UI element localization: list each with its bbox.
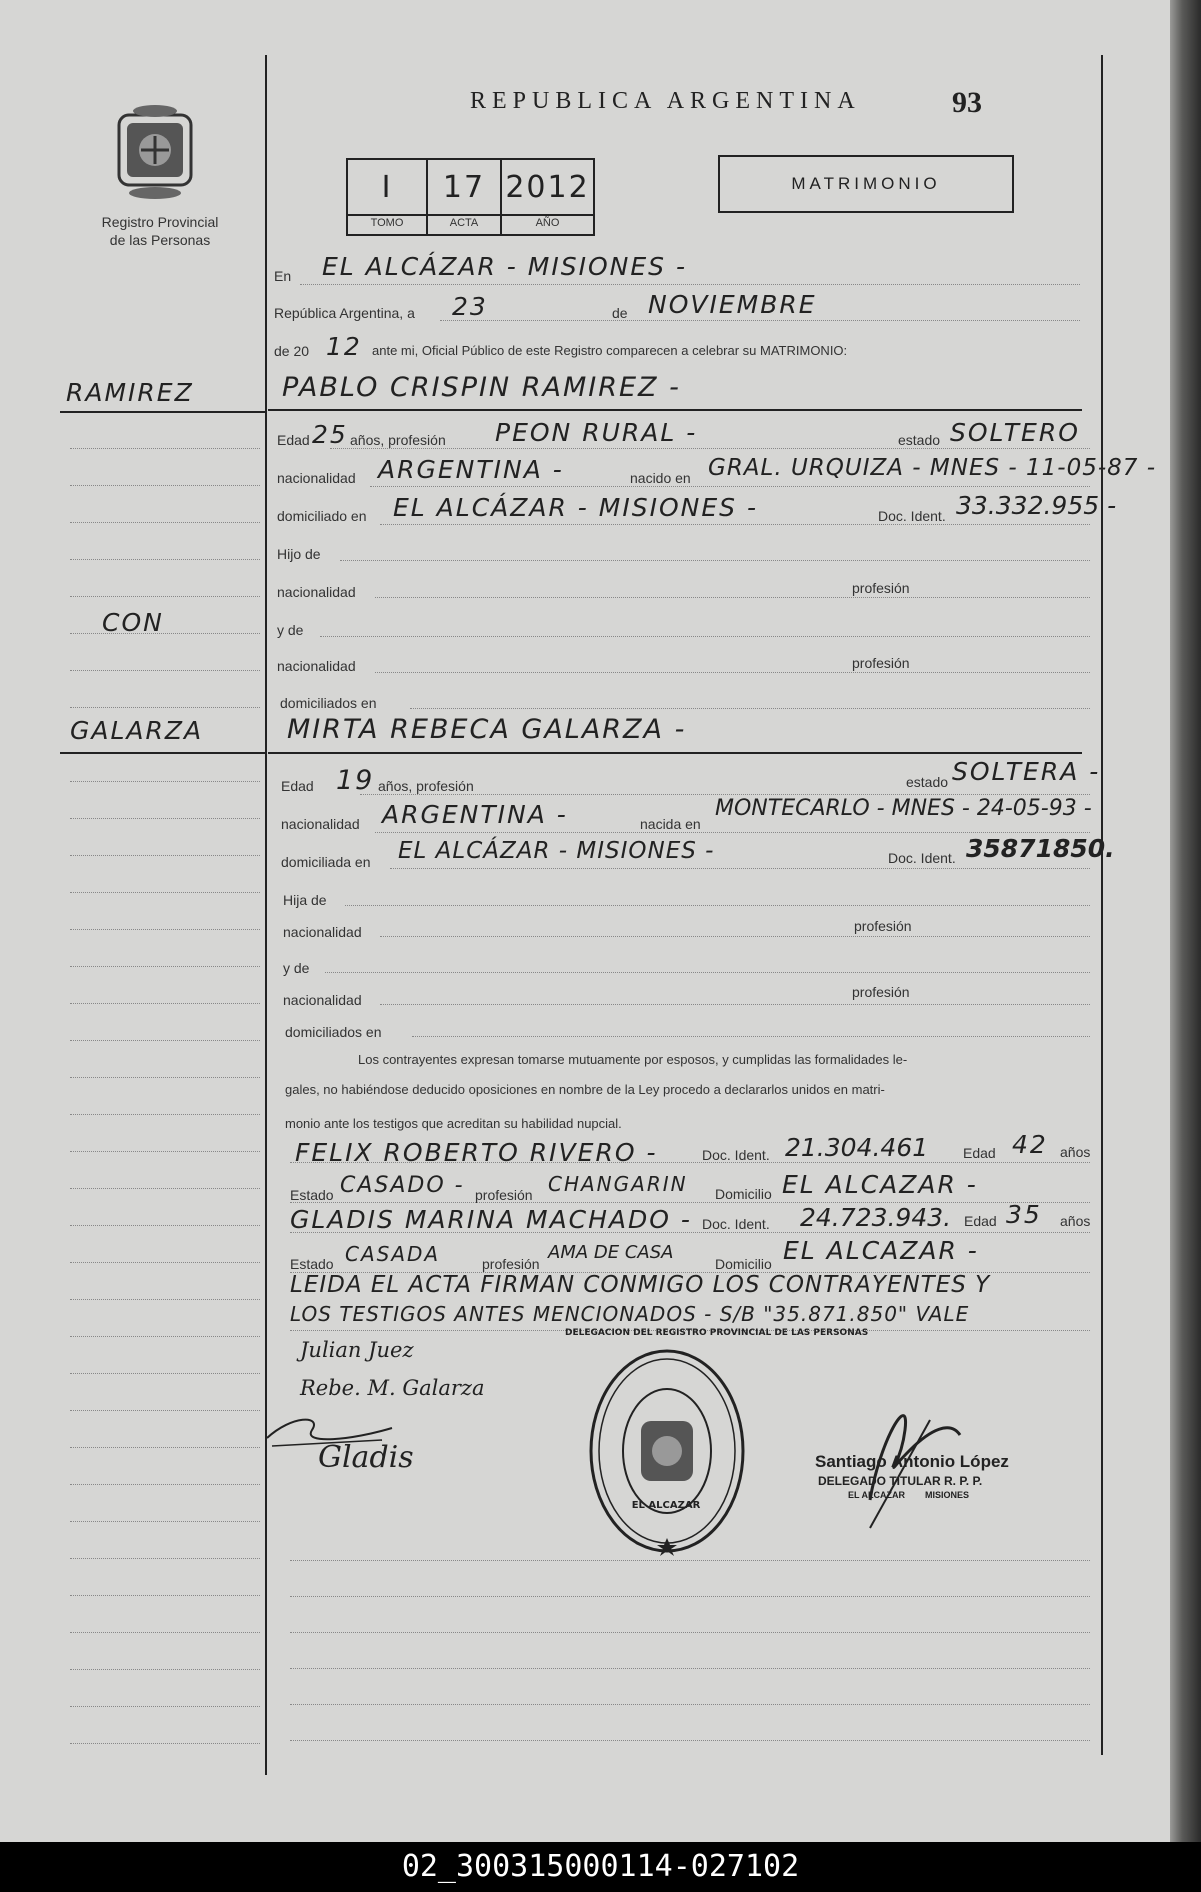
de-label: de [612, 305, 628, 321]
bride-nac2-label: nacionalidad [283, 924, 362, 940]
closing-line1: LEIDA EL ACTA FIRMAN CONMIGO LOS CONTRAYENTES Y [290, 1272, 991, 1298]
body-rule [290, 1632, 1090, 1633]
witness1-estado: CASADO - [340, 1173, 465, 1198]
statement-line1: Los contrayentes expresan tomarse mutuamente por esposos, y cumplidas las formalidades le- [358, 1052, 908, 1067]
witness2-estado: CASADA [345, 1242, 441, 1266]
statement-line2: gales, no habiéndose deducido oposiciones en nombre de la Ley procedo a declararlos unidos en matri- [285, 1082, 885, 1097]
intro-text: ante mi, Oficial Público de este Registro comparecen a celebrar su MATRIMONIO: [372, 343, 848, 358]
groom-nacionalidad: ARGENTINA - [378, 455, 564, 484]
body-rule [290, 1704, 1090, 1705]
margin-rule [70, 1558, 260, 1559]
acta-label: ACTA [449, 217, 479, 229]
bride-nacida-label: nacida en [640, 816, 701, 832]
signature-3: Gladis [318, 1440, 414, 1475]
seal-ring-text: DELEGACION DEL REGISTRO PROVINCIAL DE LAS PERSONAS [565, 1328, 869, 1338]
registry-name-line1: Registro Provincial [101, 214, 219, 230]
margin-rule [70, 1040, 260, 1041]
witness1-edad: 42 [1012, 1130, 1048, 1159]
margin-connector: CON [102, 608, 164, 637]
official-title: DELEGADO TITULAR R. P. P. [818, 1474, 983, 1488]
witness2-anos-label: años [1060, 1213, 1091, 1229]
witness2-domicilio: EL ALCAZAR - [783, 1236, 979, 1265]
groom-domiciliados-label: domiciliados en [280, 695, 377, 711]
official-name: Santiago Antonio López [815, 1452, 1009, 1471]
bride-prof2-label: profesión [854, 918, 912, 934]
groom-profesion: PEON RURAL - [495, 418, 698, 447]
page-edge-shadow [1170, 0, 1201, 1842]
ano-value: 2012 [505, 170, 590, 205]
margin-rule [70, 1114, 260, 1115]
witness1-domicilio: EL ALCAZAR - [782, 1170, 978, 1199]
margin-rule [70, 1595, 260, 1596]
groom-yde-label: y de [277, 622, 304, 638]
bride-nacida: MONTECARLO - MNES - 24-05-93 - [715, 796, 1092, 821]
document-type-label: MATRIMONIO [791, 174, 941, 193]
witness2-doc: 24.723.943. [800, 1203, 952, 1232]
margin-rule [70, 633, 260, 634]
official-place: EL ALCAZAR MISIONES [848, 1490, 970, 1500]
en-label: En [274, 268, 292, 284]
witness2-prof-label: profesión [482, 1256, 540, 1272]
groom-nac-label: nacionalidad [277, 470, 356, 486]
footer-id: 02_300315000114-027102 [0, 1842, 1201, 1892]
witness2-profesion: AMA DE CASA [548, 1242, 674, 1263]
bride-domiciliados-label: domiciliados en [285, 1024, 382, 1040]
margin-rule [70, 1669, 260, 1670]
margin-rule [70, 1373, 260, 1374]
groom-nacido: GRAL. URQUIZA - MNES - 11-05-87 - [708, 455, 1157, 481]
margin-rule [70, 1336, 260, 1337]
intro-month: NOVIEMBRE [648, 290, 817, 319]
bride-name: MIRTA REBECA GALARZA - [287, 714, 687, 745]
witness1-prof-label: profesión [475, 1187, 533, 1203]
groom-domicilio: EL ALCÁZAR - MISIONES - [393, 493, 758, 522]
witness2-edad: 35 [1006, 1200, 1042, 1229]
witness2-edad-label: Edad [964, 1213, 997, 1229]
margin-rule [70, 1188, 260, 1189]
body-rule [290, 1668, 1090, 1669]
witness2-dom-label: Domicilio [715, 1256, 772, 1272]
bride-edad: 19 [336, 765, 375, 796]
official-seal [586, 1346, 748, 1556]
margin-surname-husband: RAMIREZ [66, 378, 194, 407]
closing-line2: LOS TESTIGOS ANTES MENCIONADOS - S/B "35.871.850" VALE [290, 1302, 970, 1326]
statement-line3: monio ante los testigos que acreditan su habilidad nupcial. [285, 1116, 622, 1131]
record-box [346, 158, 595, 236]
witness1-anos-label: años [1060, 1144, 1091, 1160]
bride-doc: 35871850. [966, 834, 1115, 863]
margin-rule [70, 485, 260, 486]
bride-nac-label: nacionalidad [281, 816, 360, 832]
groom-name: PABLO CRISPIN RAMIREZ - [282, 372, 681, 403]
groom-doc: 33.332.955 - [956, 491, 1117, 520]
year-suffix: 12 [326, 332, 362, 361]
margin-rule [70, 966, 260, 967]
intro-day: 23 [452, 292, 488, 321]
bride-hija-label: Hija de [283, 892, 327, 908]
groom-anos-prof-label: años, profesión [350, 432, 446, 448]
margin-rule [70, 892, 260, 893]
margin-surname-wife: GALARZA [70, 716, 204, 745]
bride-edad-label: Edad [281, 778, 314, 794]
right-border [1101, 55, 1103, 1755]
margin-rule [70, 1743, 260, 1744]
margin-divider [265, 55, 267, 1775]
signature-scribble [262, 1410, 402, 1450]
margin-rule [70, 855, 260, 856]
margin-rule [70, 929, 260, 930]
margin-rule [70, 1410, 260, 1411]
groom-prof2-label: profesión [852, 580, 910, 596]
bride-doc-label: Doc. Ident. [888, 850, 956, 866]
bride-estado-label: estado [906, 774, 949, 790]
margin-rule [70, 596, 260, 597]
witness1-dom-label: Domicilio [715, 1186, 772, 1202]
bride-dom-label: domiciliada en [281, 854, 371, 870]
bride-nac3-label: nacionalidad [283, 992, 362, 1008]
republica-label: República Argentina, a [274, 305, 415, 321]
body-rule [290, 1596, 1090, 1597]
tomo-value: I [381, 170, 393, 205]
signature-1: Julian Juez [300, 1338, 414, 1362]
bride-domicilio: EL ALCÁZAR - MISIONES - [398, 838, 715, 864]
intro-place: EL ALCÁZAR - MISIONES - [322, 252, 687, 281]
margin-rule [70, 448, 260, 449]
witness1-profesion: CHANGARIN [548, 1172, 688, 1196]
ano-label: AÑO [535, 217, 560, 229]
groom-estado-label: estado [898, 432, 941, 448]
witness1-edad-label: Edad [963, 1145, 996, 1161]
witness1-doc: 21.304.461 [785, 1133, 929, 1162]
groom-edad: 25 [312, 420, 348, 449]
groom-prof3-label: profesión [852, 655, 910, 671]
groom-estado: SOLTERO [950, 418, 1080, 447]
groom-edad-label: Edad [277, 432, 310, 448]
witness2-name: GLADIS MARINA MACHADO - [290, 1205, 692, 1234]
bride-nacionalidad: ARGENTINA - [382, 800, 568, 829]
folio-number: 93 [952, 86, 982, 119]
bride-anos-prof-label: años, profesión [378, 778, 474, 794]
margin-rule [70, 670, 260, 671]
coat-of-arms-emblem [113, 103, 197, 201]
body-rule [290, 1560, 1090, 1561]
margin-rule [70, 1003, 260, 1004]
tomo-label: TOMO [370, 217, 404, 229]
witness2-doc-label: Doc. Ident. [702, 1216, 770, 1232]
groom-hijo-label: Hijo de [277, 546, 321, 562]
margin-rule [70, 1077, 260, 1078]
groom-doc-label: Doc. Ident. [878, 508, 946, 524]
margin-rule [70, 1225, 260, 1226]
seal-bottom-text: EL ALCAZAR [631, 1500, 701, 1511]
margin-rule [70, 1151, 260, 1152]
year-prefix: de 20 [274, 343, 310, 359]
country-title: REPUBLICA ARGENTINA [470, 88, 861, 114]
margin-rule [70, 1632, 260, 1633]
margin-rule [70, 1521, 260, 1522]
registry-name-line2: de las Personas [109, 232, 211, 248]
bride-yde-label: y de [283, 960, 310, 976]
groom-nacido-label: nacido en [630, 470, 691, 486]
groom-nac2-label: nacionalidad [277, 584, 356, 600]
groom-dom-label: domiciliado en [277, 508, 367, 524]
document-type-box [718, 155, 1014, 213]
margin-rule [70, 707, 260, 708]
margin-rule [70, 559, 260, 560]
margin-rule [70, 1447, 260, 1448]
bride-prof3-label: profesión [852, 984, 910, 1000]
margin-rule [70, 1484, 260, 1485]
body-rule [290, 1740, 1090, 1741]
bride-estado: SOLTERA - [952, 757, 1101, 786]
margin-rule [70, 818, 260, 819]
margin-rule [70, 781, 260, 782]
margin-rule [70, 1262, 260, 1263]
margin-rule [70, 1706, 260, 1707]
groom-nac3-label: nacionalidad [277, 658, 356, 674]
witness1-name: FELIX ROBERTO RIVERO - [295, 1138, 658, 1167]
acta-value: 17 [442, 170, 486, 205]
witness1-estado-label: Estado [290, 1187, 334, 1203]
witness2-estado-label: Estado [290, 1256, 334, 1272]
margin-rule [70, 1299, 260, 1300]
margin-rule [70, 522, 260, 523]
signature-2: Rebe. M. Galarza [300, 1376, 485, 1400]
witness1-doc-label: Doc. Ident. [702, 1147, 770, 1163]
